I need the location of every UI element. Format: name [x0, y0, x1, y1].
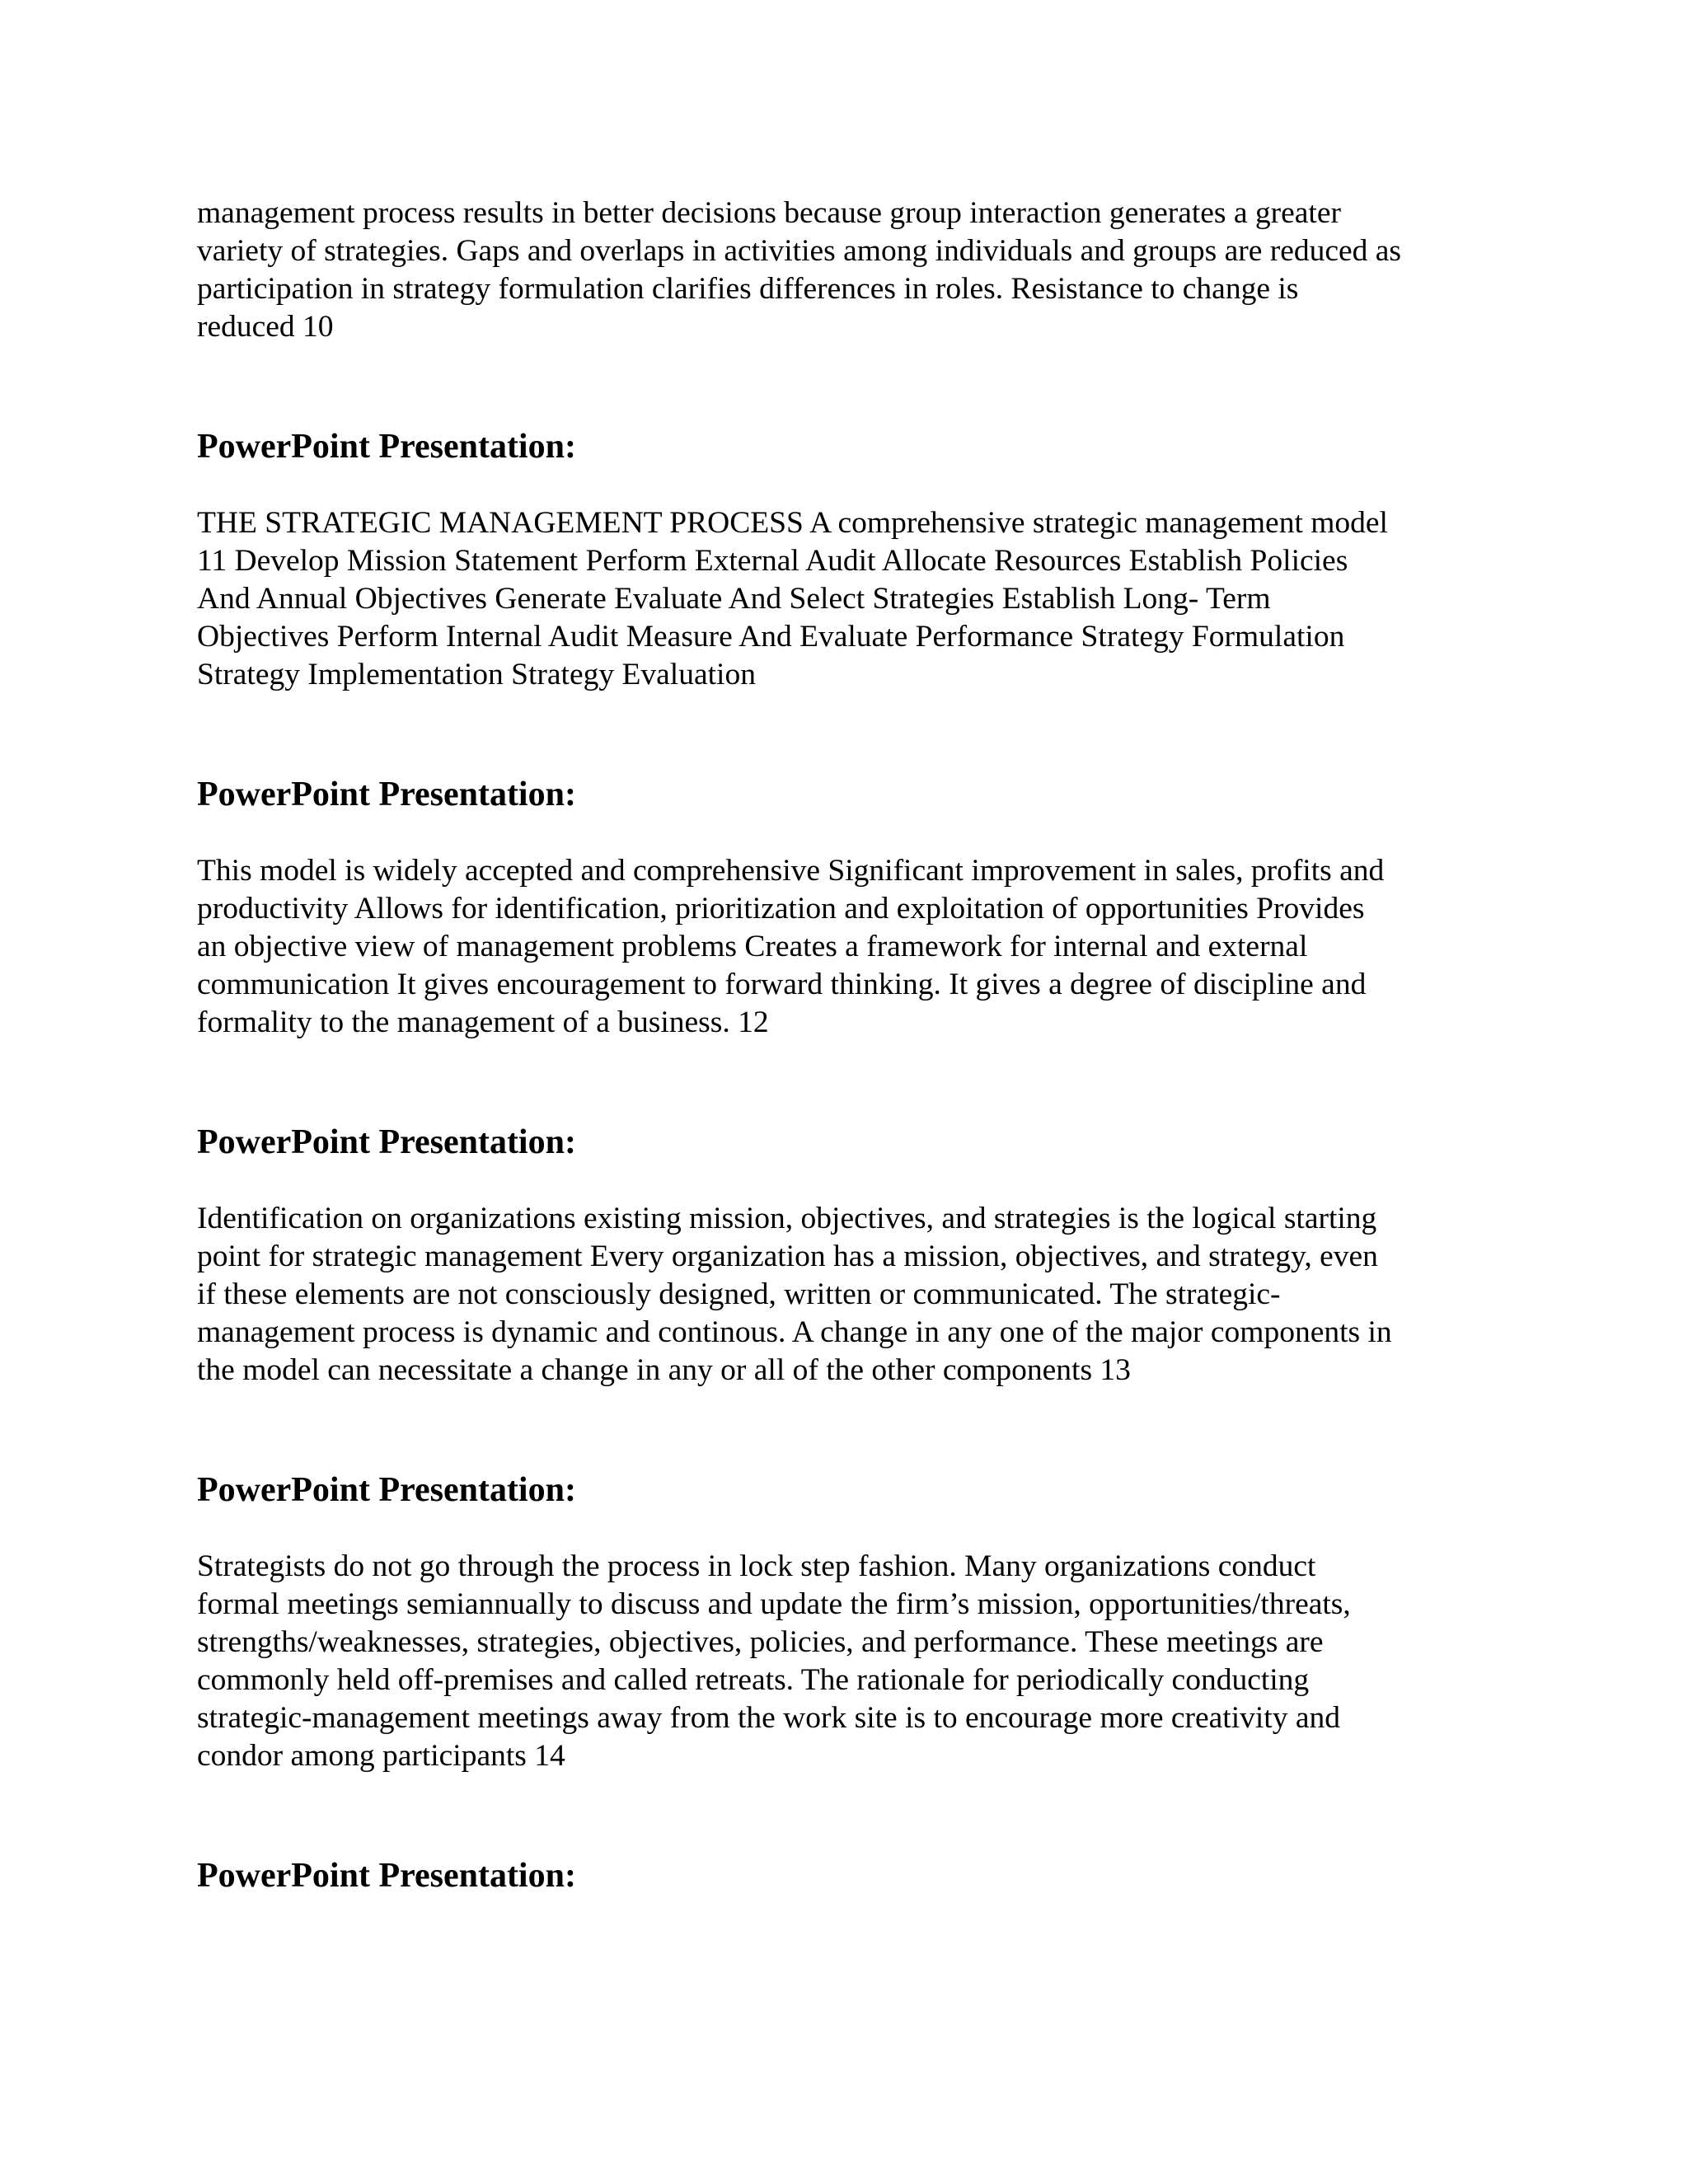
text-line: reduced 10: [197, 310, 334, 344]
paragraph: [197, 1548, 1499, 1775]
text-line: Strategy Implementation Strategy Evaluation: [197, 658, 756, 691]
text-line: And Annual Objectives Generate Evaluate And Select Strategies Establish Long- Term: [197, 582, 1271, 616]
text-line: THE STRATEGIC MANAGEMENT PROCESS A comprehensive strategic management model: [197, 506, 1388, 540]
text-line: productivity Allows for identification, prioritization and exploitation of opportunities Provides: [197, 892, 1365, 926]
text-line: commonly held off-premises and called retreats. The rationale for periodically conducting: [197, 1663, 1310, 1697]
text-line: Objectives Perform Internal Audit Measure And Evaluate Performance Strategy Formulation: [197, 620, 1345, 654]
text-line: strengths/weaknesses, strategies, objectives, policies, and performance. These meetings are: [197, 1625, 1324, 1659]
text-line: condor among participants 14: [197, 1739, 565, 1773]
paragraph: [197, 852, 1499, 1042]
text-line: an objective view of management problems Creates a framework for internal and external: [197, 930, 1308, 963]
section-heading: PowerPoint Presentation:: [197, 776, 576, 813]
paragraph: [197, 504, 1499, 694]
text-line: This model is widely accepted and comprehensive Significant improvement in sales, profits and: [197, 854, 1385, 888]
text-line: formal meetings semiannually to discuss and update the firm’s mission, opportunities/threats,: [197, 1587, 1351, 1621]
section-heading: PowerPoint Presentation:: [197, 1123, 576, 1161]
text-line: variety of strategies. Gaps and overlaps in activities among individuals and groups are reduced as: [197, 234, 1402, 268]
text-line: management process is dynamic and continous. A change in any one of the major components in: [197, 1315, 1392, 1349]
document-page: [197, 194, 1499, 1896]
text-line: participation in strategy formulation clarifies differences in roles. Resistance to change is: [197, 272, 1299, 306]
paragraph: [197, 1200, 1499, 1390]
section-heading: PowerPoint Presentation:: [197, 1857, 576, 1895]
text-line: formality to the management of a business. 12: [197, 1005, 769, 1039]
text-line: management process results in better decisions because group interaction generates a greater: [197, 196, 1341, 230]
section-heading: PowerPoint Presentation:: [197, 1471, 576, 1509]
text-line: if these elements are not consciously designed, written or communicated. The strategic-: [197, 1277, 1281, 1311]
paragraph: [197, 194, 1499, 346]
text-line: communication It gives encouragement to forward thinking. It gives a degree of discipline and: [197, 968, 1367, 1001]
text-line: point for strategic management Every organization has a mission, objectives, and strategy, even: [197, 1240, 1378, 1273]
text-line: the model can necessitate a change in any or all of the other components 13: [197, 1353, 1131, 1387]
text-line: Strategists do not go through the process in lock step fashion. Many organizations conduct: [197, 1549, 1316, 1583]
section-heading: PowerPoint Presentation:: [197, 428, 576, 466]
text-line: Identification on organizations existing mission, objectives, and strategies is the logical starting: [197, 1202, 1377, 1235]
text-line: 11 Develop Mission Statement Perform External Audit Allocate Resources Establish Policies: [197, 544, 1348, 578]
text-line: strategic-management meetings away from the work site is to encourage more creativity and: [197, 1701, 1340, 1735]
